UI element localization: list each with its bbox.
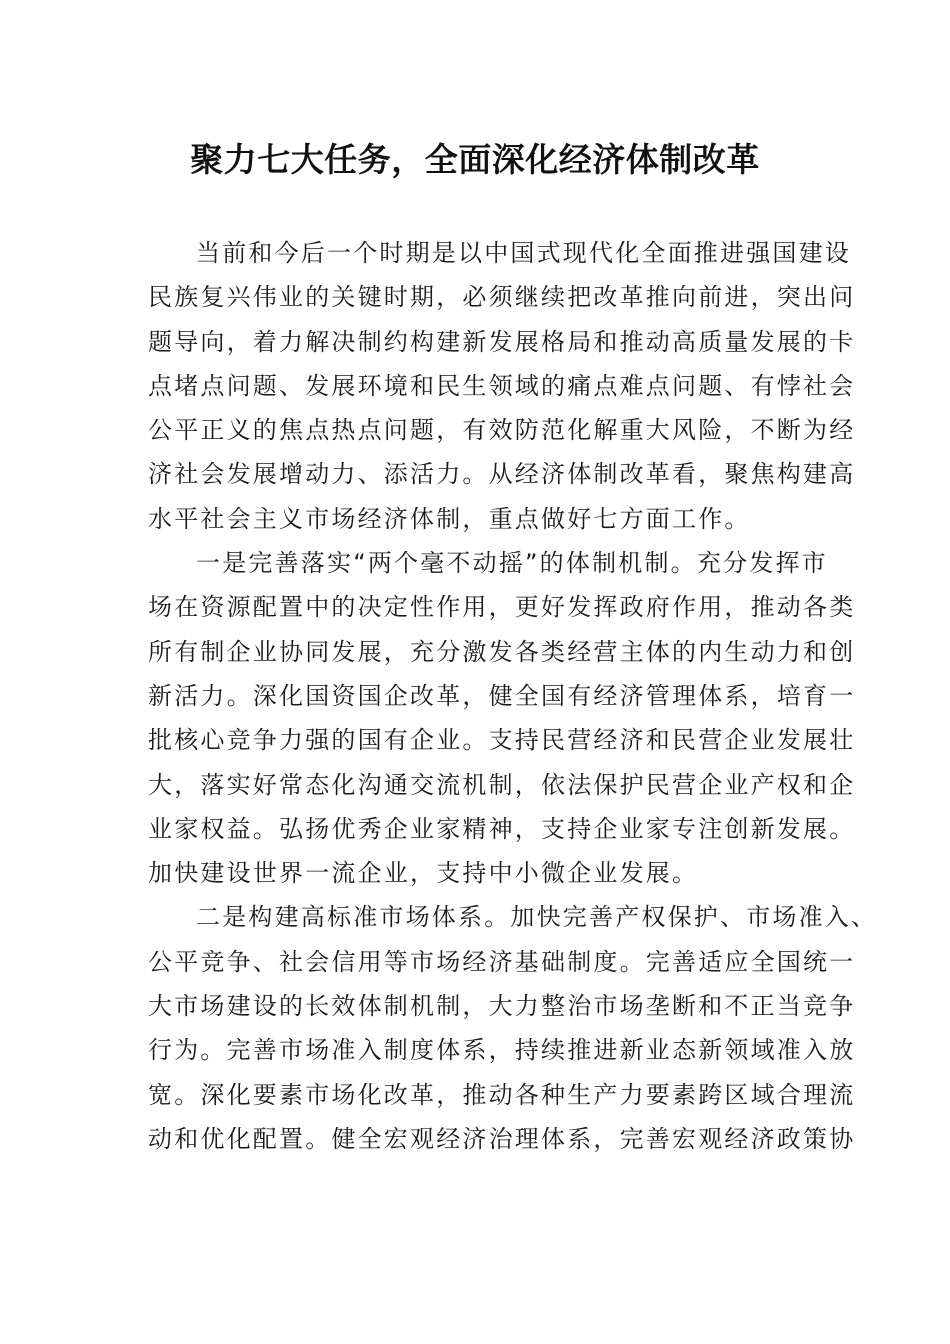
paragraph-2-line-2: 场在资源配置中的决定性作用，更好发挥政府作用，推动各类 [148,593,856,622]
paragraph-1-line-5: 公平正义的焦点热点问题，有效防范化解重大风险，不断为经 [148,416,856,445]
paragraph-2-line-5: 批核心竞争力强的国有企业。支持民营经济和民营企业发展壮 [148,726,856,755]
paragraph-2-line-4: 新活力。深化国资国企改革，健全国有经济管理体系，培育一 [148,681,856,710]
paragraph-2-first-rest: 充分发挥市 [696,549,828,578]
paragraph-3-line-4: 行为。完善市场准入制度体系，持续推进新业态新领域准入放 [148,1036,856,1065]
paragraph-3-line-2: 公平竞争、社会信用等市场经济基础制度。完善适应全国统一 [148,947,856,976]
paragraph-3-line-1 [148,895,878,939]
paragraph-1-line-1: 当前和今后一个时期是以中国式现代化全面推进强国建设 [196,239,851,267]
paragraph-2-line-3: 所有制企业协同发展，充分激发各类经营主体的内生动力和创 [148,637,856,666]
paragraph-3-line-3: 大市场建设的长效体制机制，大力整治市场垄断和不正当竞争 [148,992,856,1021]
paragraph-2-line-1 [148,541,828,585]
paragraph-3-line-5: 宽。深化要素市场化改革，推动各种生产力要素跨区域合理流 [148,1080,856,1109]
paragraph-1-line-7: 水平社会主义市场经济体制，重点做好七方面工作。 [148,504,751,533]
paragraph-2-line-7: 业家权益。弘扬优秀企业家精神，支持企业家专注创新发展。 [148,814,856,843]
paragraph-1-line-3: 题导向，着力解决制约构建新发展格局和推动高质量发展的卡 [148,327,856,356]
paragraph-2-line-8: 加快建设世界一流企业，支持中小微企业发展。 [148,859,699,888]
paragraph-3-line-6: 动和优化配置。健全宏观经济治理体系，完善宏观经济政策协 [148,1124,856,1153]
paragraph-1-line-4: 点堵点问题、发展环境和民生领域的痛点难点问题、有悖社会 [148,371,856,400]
paragraph-1-line-6: 济社会发展增动力、添活力。从经济体制改革看，聚焦构建高 [148,460,856,489]
paragraph-3-first-rest: 加快完善产权保护、市场准入、 [510,903,878,932]
paragraph-3-lead: 二是构建高标准市场体系。 [196,903,511,932]
document-title: 聚力七大任务，全面深化经济体制改革 [190,140,760,179]
document-body [148,231,878,1161]
paragraph-2-line-6: 大，落实好常态化沟通交流机制，依法保护民营企业产权和企 [148,770,856,799]
paragraph-1-line-2: 民族复兴伟业的关键时期，必须继续把改革推向前进，突出问 [148,283,856,312]
paragraph-2-lead: 一是完善落实“两个毫不动摇”的体制机制。 [196,549,697,578]
